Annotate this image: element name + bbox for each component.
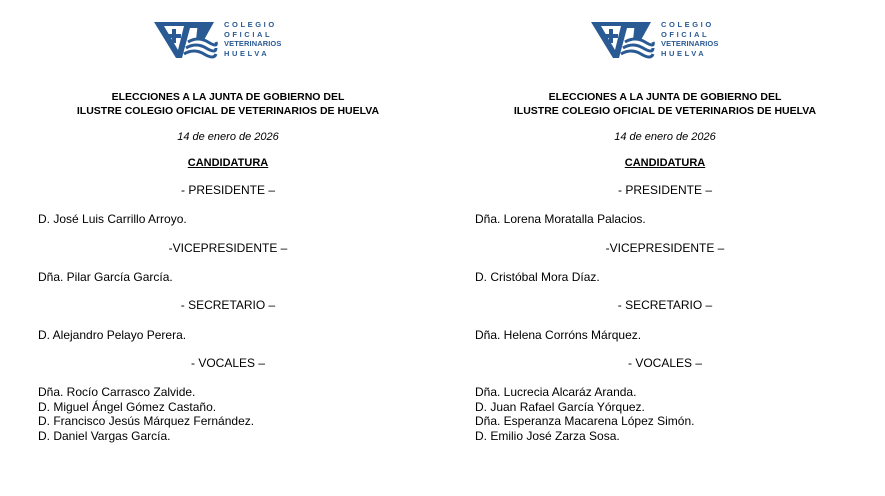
cross-wave-emblem-icon [591, 20, 655, 62]
vocal-name: D. Francisco Jesús Márquez Fernández. [38, 414, 255, 428]
candidatura-heading: CANDIDATURA [624, 157, 706, 169]
vicepresidente-name: Dña. Pilar García García. [38, 270, 173, 284]
vicepresidente-name: D. Cristóbal Mora Díaz. [475, 270, 600, 284]
title-line1: ELECCIONES A LA JUNTA DE GOBIERNO DEL [548, 91, 782, 103]
logo-line1: COLEGIO [224, 20, 277, 29]
logo-line1: COLEGIO [661, 20, 714, 29]
secretario-label: - SECRETARIO – [180, 298, 276, 312]
vocal-name: D. Emilio José Zarza Sosa. [475, 428, 620, 443]
candidatura-heading: CANDIDATURA [187, 157, 269, 169]
vocales-label: - VOCALES – [190, 356, 266, 370]
title-line2: ILUSTRE COLEGIO OFICIAL DE VETERINARIOS DE HUELVA [76, 105, 380, 117]
vocal-name: Dña. Esperanza Macarena López Simón. [475, 414, 695, 428]
secretario-name: D. Alejandro Pelayo Perera. [38, 328, 187, 342]
vocal-name: D. Daniel Vargas García. [38, 428, 171, 443]
vocal-name: D. Juan Rafael García Yórquez. [475, 399, 645, 414]
secretario-label: - SECRETARIO – [617, 298, 713, 312]
vocal-name: D. Miguel Ángel Gómez Castaño. [38, 399, 217, 414]
candidacy-document-left [18, 0, 438, 496]
candidacy-document-right [455, 0, 875, 496]
title-line2: ILUSTRE COLEGIO OFICIAL DE VETERINARIOS DE HUELVA [513, 105, 817, 117]
presidente-label: - PRESIDENTE – [180, 183, 276, 197]
presidente-name: Dña. Lorena Moratalla Palacios. [475, 212, 646, 226]
title-line1: ELECCIONES A LA JUNTA DE GOBIERNO DEL [111, 91, 345, 103]
logo-line2: OFICIAL [224, 29, 273, 39]
secretario-name: Dña. Helena Corróns Márquez. [475, 328, 642, 342]
vocales-list [38, 385, 254, 443]
vicepresidente-label: -VICEPRESIDENTE – [168, 241, 288, 255]
date: 14 de enero de 2026 [614, 131, 716, 143]
logo-line2: OFICIAL [661, 29, 710, 39]
vocales-label: - VOCALES – [627, 356, 703, 370]
vocales-list [475, 385, 694, 443]
logo-wordmark [661, 20, 718, 58]
logo-line3: VETERINARIOS [661, 39, 719, 48]
logo-line4: HUELVA [661, 48, 707, 58]
college-logo [154, 20, 294, 62]
presidente-name: D. José Luis Carrillo Arroyo. [38, 212, 187, 226]
logo-line3: VETERINARIOS [224, 39, 282, 48]
logo-line4: HUELVA [224, 48, 270, 58]
vicepresidente-label: -VICEPRESIDENTE – [605, 241, 725, 255]
vocal-name: Dña. Lucrecia Alcaráz Aranda. [475, 385, 637, 399]
logo-wordmark [224, 20, 281, 58]
presidente-label: - PRESIDENTE – [617, 183, 713, 197]
cross-wave-emblem-icon [154, 20, 218, 62]
date: 14 de enero de 2026 [177, 131, 279, 143]
college-logo [591, 20, 731, 62]
vocal-name: Dña. Rocío Carrasco Zalvide. [38, 385, 196, 399]
